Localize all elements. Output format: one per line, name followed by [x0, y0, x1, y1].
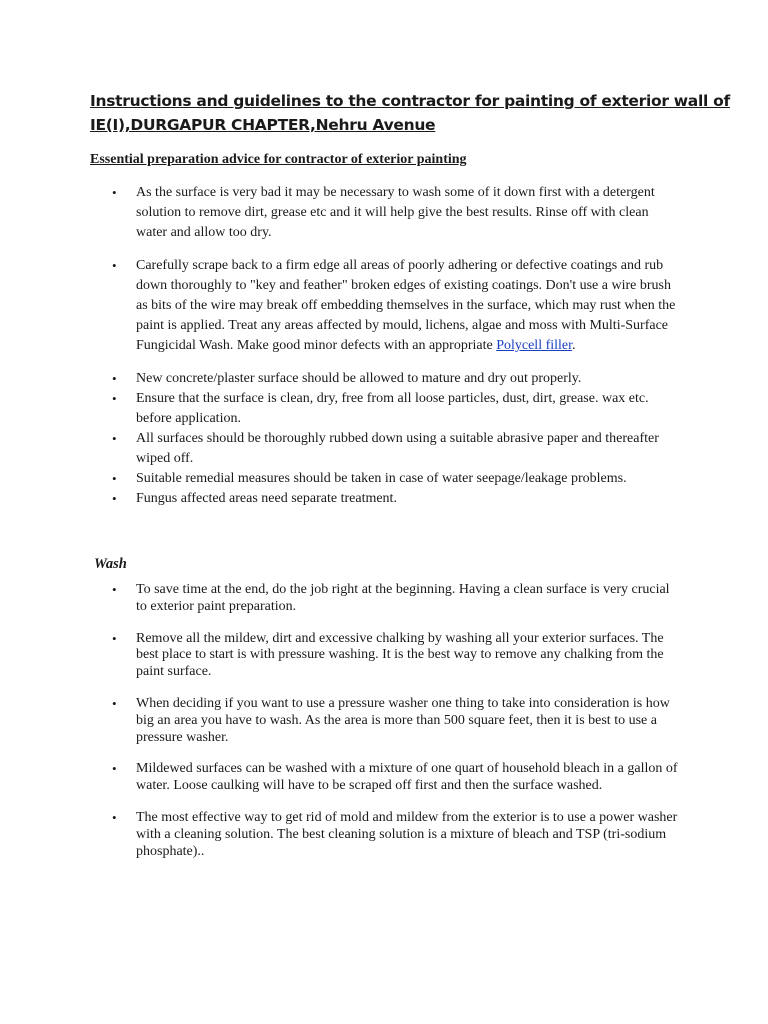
list-item-text: When deciding if you want to use a pressure washer one thing to take into consideration is how big an area you have to wash. As the area is more than 500 square feet, then it is best to use a pressure washer.: [136, 695, 670, 745]
title-line-1: Instructions and guidelines to the contractor for painting of exterior wall of: [90, 92, 730, 110]
list-item-text: Carefully scrape back to a firm edge all areas of poorly adhering or defective coatings and rub down thoroughly to "key and feather" broken edges of existing coatings. Don't use a wire brush as bits of the wire may break off embedding themselves in the surface, which may rust when the paint is applied. Treat any areas affected by mould, lichens, algae and moss with Multi-Surface Fungicidal Wash. Make good minor defects with an appropriate: [136, 258, 676, 353]
list-item-text: Suitable remedial measures should be taken in case of water seepage/leakage problems.: [136, 471, 627, 486]
list-item: [112, 389, 682, 429]
list-item-text: The most effective way to get rid of mold and mildew from the exterior is to use a power washer with a cleaning solution. The best cleaning solution is a mixture of bleach and TSP (tri-sodium phosphate)..: [136, 809, 678, 859]
list-item: [112, 696, 682, 746]
list-item: [112, 489, 682, 509]
list-item-text: Fungus affected areas need separate treatment.: [136, 491, 397, 506]
list-item-text: Ensure that the surface is clean, dry, free from all loose particles, dust, dirt, grease. wax etc. before application.: [136, 391, 649, 426]
list-item: [112, 429, 682, 469]
polycell-filler-link[interactable]: Polycell filler: [496, 338, 573, 353]
link-suffix: .: [572, 338, 576, 353]
wash-heading: Wash: [94, 556, 127, 572]
list-item: [112, 469, 682, 489]
title-line-2: IE(I),DURGAPUR CHAPTER,Nehru Avenue: [90, 116, 436, 134]
wash-list: [112, 582, 682, 860]
list-item-text: Remove all the mildew, dirt and excessive chalking by washing all your exterior surfaces. The best place to start is with pressure washing. It is the best way to remove any chalking from the paint surface.: [136, 630, 664, 680]
list-item-text: Mildewed surfaces can be washed with a mixture of one quart of household bleach in a gallon of water. Loose caulking will have to be scraped off first and then the surface washed.: [136, 761, 678, 794]
document-title: [90, 89, 730, 137]
list-item-text: New concrete/plaster surface should be allowed to mature and dry out properly.: [136, 371, 582, 386]
list-item: [112, 810, 682, 860]
list-item: [112, 761, 682, 795]
list-item-text: To save time at the end, do the job right at the beginning. Having a clean surface is very crucial to exterior paint preparation.: [136, 582, 670, 614]
preparation-heading: Essential preparation advice for contractor of exterior painting: [90, 152, 467, 167]
list-item: [112, 631, 682, 681]
list-item: [112, 582, 682, 616]
list-item: [112, 256, 682, 356]
list-item: [112, 183, 682, 243]
list-item-text: All surfaces should be thoroughly rubbed down using a suitable abrasive paper and thereafter wiped off.: [136, 431, 659, 466]
list-item: [112, 369, 682, 389]
preparation-list: [112, 183, 682, 509]
list-item-text: As the surface is very bad it may be necessary to wash some of it down first with a detergent solution to remove dirt, grease etc and it will help give the best results. Rinse off with clean water and allow too dry.: [136, 185, 655, 240]
